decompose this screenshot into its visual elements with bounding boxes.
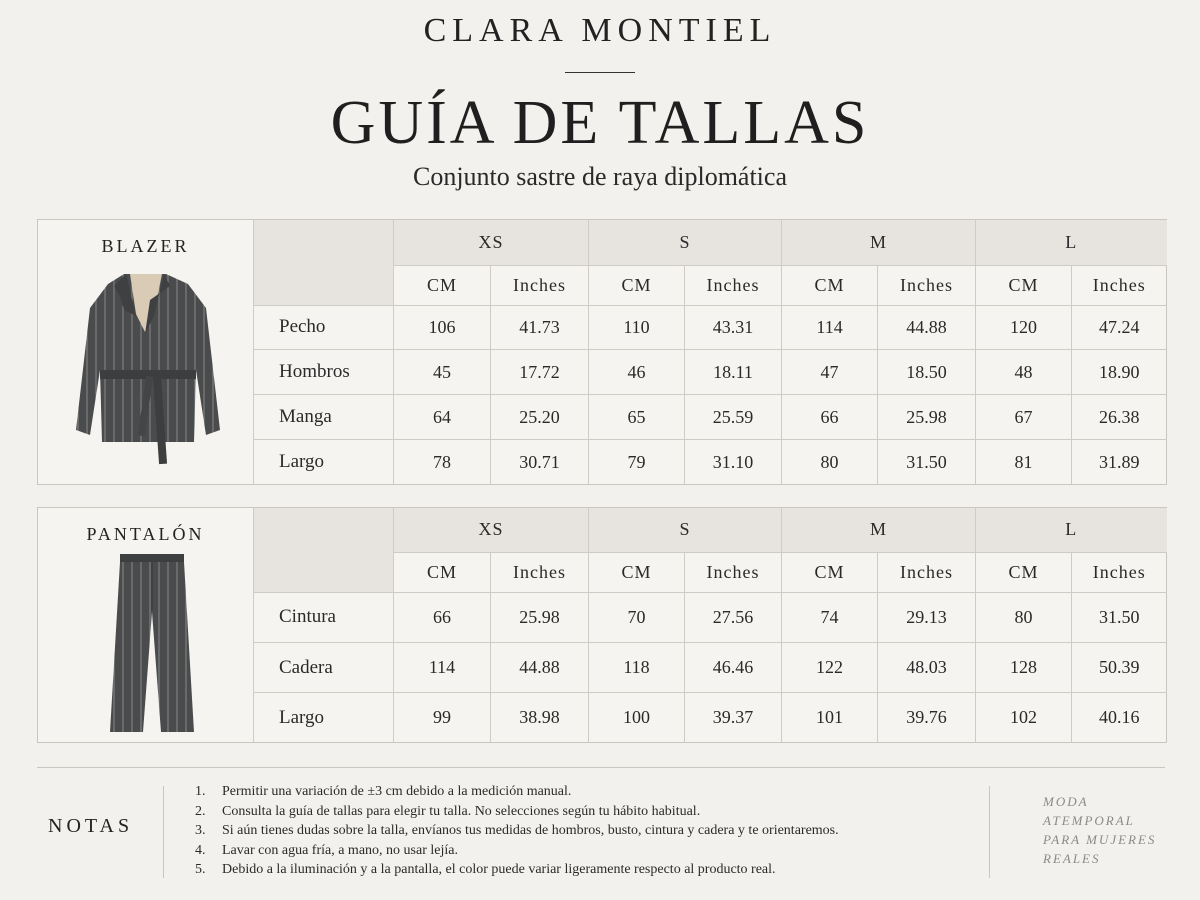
note-item: [195, 821, 839, 841]
brand-name: CLARA MONTIEL: [423, 12, 777, 49]
page-subtitle: Conjunto sastre de raya diplomática: [412, 162, 787, 191]
table-cell: 46.46: [685, 642, 782, 692]
table-cell: 48.03: [878, 642, 976, 692]
table-cell: 67: [976, 395, 1072, 440]
table-cell: 78: [394, 440, 491, 484]
note-text: Debido a la iluminación y a la pantalla, el color puede variar ligeramente respecto al producto real.: [222, 862, 776, 877]
notes-left-divider: [163, 786, 164, 878]
notes-right-divider: [989, 786, 990, 878]
table-cell: 41.73: [491, 305, 589, 350]
pants-title: PANTALÓN: [86, 524, 205, 544]
table-cell: 114: [782, 305, 878, 350]
table-cell: 99: [394, 693, 491, 742]
pants-size-table: [253, 508, 1167, 742]
tagline-line: PARA MUJERES: [1043, 832, 1157, 847]
table-cell: 106: [394, 305, 491, 350]
table-cell: 120: [976, 305, 1072, 350]
blazer-size-table: [253, 220, 1167, 484]
notes-list: [195, 782, 839, 880]
table-cell: 81: [976, 440, 1072, 484]
table-row: [254, 305, 1167, 350]
table-row: [254, 440, 1167, 484]
table-cell: 44.88: [491, 642, 589, 692]
table-cell: 25.20: [491, 395, 589, 440]
table-cell: 47: [782, 350, 878, 395]
note-number: 2.: [195, 803, 206, 819]
blazer-image: [38, 270, 253, 470]
table-cell: 74: [782, 592, 878, 642]
table-cell: 17.72: [491, 350, 589, 395]
table-cell: 48: [976, 350, 1072, 395]
table-cell: 25.98: [491, 592, 589, 642]
note-number: 3.: [195, 823, 206, 838]
notes-title: NOTAS: [48, 815, 134, 837]
unit-header-inches: Inches: [491, 552, 589, 592]
notes-divider: [37, 767, 1165, 768]
unit-header-cm: CM: [782, 265, 878, 305]
unit-header-cm: CM: [394, 265, 491, 305]
table-cell: 79: [589, 440, 685, 484]
table-cell: 80: [782, 440, 878, 484]
pants-panel: [38, 508, 254, 742]
table-row: [254, 642, 1167, 692]
tagline-line: REALES: [1043, 851, 1101, 866]
table-cell: 43.31: [685, 305, 782, 350]
note-item: [195, 782, 839, 802]
table-cell: 101: [782, 693, 878, 742]
table-cell: 118: [589, 642, 685, 692]
table-cell: 66: [782, 395, 878, 440]
table-cell: 70: [589, 592, 685, 642]
table-cell: 80: [976, 592, 1072, 642]
size-header-xs: XS: [394, 220, 589, 265]
unit-header-cm: CM: [976, 552, 1072, 592]
unit-header-inches: Inches: [878, 552, 976, 592]
size-header-l: L: [976, 508, 1167, 552]
table-cell: 31.50: [1072, 592, 1167, 642]
note-item: [195, 802, 839, 822]
measurement-label: Manga: [254, 395, 394, 440]
size-header-s: S: [589, 220, 782, 265]
table-cell: 128: [976, 642, 1072, 692]
size-header-m: M: [782, 508, 976, 552]
table-cell: 110: [589, 305, 685, 350]
table-cell: 40.16: [1072, 693, 1167, 742]
tagline-line: ATEMPORAL: [1043, 813, 1135, 828]
unit-header-cm: CM: [589, 552, 685, 592]
pants-corner-cell: [254, 508, 394, 592]
table-cell: 18.11: [685, 350, 782, 395]
table-cell: 47.24: [1072, 305, 1167, 350]
table-cell: 25.98: [878, 395, 976, 440]
note-item: [195, 860, 839, 880]
table-cell: 25.59: [685, 395, 782, 440]
note-item: [195, 841, 839, 861]
brand-divider: [565, 72, 635, 73]
unit-header-inches: Inches: [685, 265, 782, 305]
unit-header-inches: Inches: [685, 552, 782, 592]
table-cell: 44.88: [878, 305, 976, 350]
measurement-label: Largo: [254, 440, 394, 484]
table-cell: 38.98: [491, 693, 589, 742]
measurement-label: Cintura: [254, 592, 394, 642]
measurement-label: Cadera: [254, 642, 394, 692]
unit-header-inches: Inches: [1072, 552, 1167, 592]
measurement-label: Pecho: [254, 305, 394, 350]
unit-header-cm: CM: [782, 552, 878, 592]
note-number: 1.: [195, 784, 206, 799]
blazer-corner-cell: [254, 220, 394, 305]
size-header-m: M: [782, 220, 976, 265]
note-number: 5.: [195, 862, 206, 877]
unit-header-inches: Inches: [1072, 265, 1167, 305]
table-cell: 31.50: [878, 440, 976, 484]
table-cell: 100: [589, 693, 685, 742]
table-cell: 27.56: [685, 592, 782, 642]
pants-size-section: [37, 507, 1167, 743]
table-cell: 39.37: [685, 693, 782, 742]
table-cell: 18.90: [1072, 350, 1167, 395]
note-number: 4.: [195, 842, 206, 858]
pants-image: [38, 552, 253, 737]
size-header-s: S: [589, 508, 782, 552]
table-cell: 31.10: [685, 440, 782, 484]
table-cell: 65: [589, 395, 685, 440]
table-cell: 45: [394, 350, 491, 395]
blazer-title: BLAZER: [101, 236, 190, 256]
size-header-xs: XS: [394, 508, 589, 552]
table-cell: 64: [394, 395, 491, 440]
table-cell: 50.39: [1072, 642, 1167, 692]
tagline-line: MODA: [1043, 794, 1089, 809]
measurement-label: Largo: [254, 693, 394, 742]
blazer-size-section: [37, 219, 1167, 485]
size-header-l: L: [976, 220, 1167, 265]
table-cell: 18.50: [878, 350, 976, 395]
page-title: GUÍA DE TALLAS: [330, 89, 870, 157]
table-row: [254, 350, 1167, 395]
note-text: Si aún tienes dudas sobre la talla, envíanos tus medidas de hombros, busto, cintura y cadera y te orientaremos.: [222, 823, 839, 838]
table-row: [254, 395, 1167, 440]
note-text: Consulta la guía de tallas para elegir tu talla. No selecciones según tu hábito habitual.: [222, 803, 701, 819]
table-cell: 66: [394, 592, 491, 642]
unit-header-inches: Inches: [491, 265, 589, 305]
table-cell: 122: [782, 642, 878, 692]
table-cell: 102: [976, 693, 1072, 742]
table-cell: 30.71: [491, 440, 589, 484]
unit-header-inches: Inches: [878, 265, 976, 305]
note-text: Permitir una variación de ±3 cm debido a la medición manual.: [222, 784, 572, 799]
table-cell: 29.13: [878, 592, 976, 642]
measurement-label: Hombros: [254, 350, 394, 395]
table-cell: 26.38: [1072, 395, 1167, 440]
brand-tagline: [1043, 792, 1156, 868]
note-text: Lavar con agua fría, a mano, no usar lejía.: [222, 842, 458, 858]
unit-header-cm: CM: [394, 552, 491, 592]
table-cell: 46: [589, 350, 685, 395]
table-row: [254, 592, 1167, 642]
unit-header-cm: CM: [976, 265, 1072, 305]
table-row: [254, 693, 1167, 742]
unit-header-cm: CM: [589, 265, 685, 305]
blazer-panel: [38, 220, 254, 484]
table-cell: 39.76: [878, 693, 976, 742]
table-cell: 114: [394, 642, 491, 692]
table-cell: 31.89: [1072, 440, 1167, 484]
